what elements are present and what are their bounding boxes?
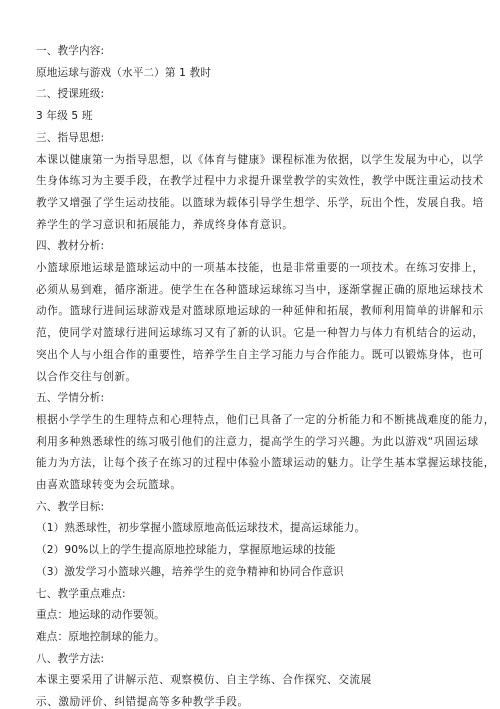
paragraph-line: 生身体练习为主要手段，在教学过程中力求提升课堂教学的实效性，教学中既注重运动技术	[36, 175, 484, 187]
paragraph-line: 必须从易到难，循序渐进。使学生在各种篮球运球练习当中，逐渐掌握正确的原地运球技术	[36, 284, 484, 296]
objective-item: （1）熟悉球性，初步掌握小篮球原地高低运球技术，提高运球能力。	[36, 522, 366, 534]
paragraph-line: 范，使同学对篮球行进间运球练习又有了新的认识。它是一种智力与体力有机结合的运动，	[36, 327, 484, 339]
paragraph-line: 根据小学学生的生理特点和心理特点，他们已具备了一定的分析能力和不断挑战难度的能力，	[36, 414, 495, 426]
paragraph-line: 以合作交往与创新。	[36, 371, 137, 383]
paragraph-line: 本课主要采用了讲解示范、观察模仿、自主学练、合作探究、交流展	[36, 674, 372, 686]
objective-item: （2）90%以上的学生提高原地控球能力，掌握原地运球的技能	[36, 544, 336, 556]
section-heading-class: 二、授课班级:	[36, 88, 105, 100]
teaching-content-text: 原地运球与游戏（水平二）第 1 教时	[36, 67, 212, 79]
paragraph-line: 利用多种熟悉球性的练习吸引他们的注意力，提高学生的学习兴趣。为此以游戏“巩固运球	[36, 436, 479, 448]
paragraph-line: 突出个人与小组合作的重要性，培养学生自主学习能力与合作能力。既可以锻炼身体，也可	[36, 349, 484, 361]
section-heading-teaching-objectives: 六、教学目标:	[36, 501, 105, 513]
paragraph-line: 教学又增强了学生运动技能。以篮球为载体引导学生想学、乐学，玩出个性，发展自我。培	[36, 197, 484, 209]
section-heading-key-difficult-points: 七、教学重点难点:	[36, 588, 126, 600]
section-heading-teaching-content: 一、教学内容:	[36, 45, 105, 57]
paragraph-line: 动作。篮球行进间运球游戏是对篮球原地运球的一种延伸和拓展，教师利用简单的讲解和示	[36, 305, 484, 317]
section-heading-learner-analysis: 五、学情分析:	[36, 392, 105, 404]
paragraph-line: 由喜欢篮球转变为会玩篮球。	[36, 479, 182, 491]
key-point-text: 重点：地运球的动作要领。	[36, 609, 165, 621]
paragraph-line: 养学生的学习意识和拓展能力，养成终身体育意识。	[36, 219, 294, 231]
class-text: 3 年级 5 班	[36, 110, 93, 122]
paragraph-line: 示、激励评价、纠错提高等多种教学手段。	[36, 696, 249, 708]
paragraph-line: 小篮球原地运球是篮球运动中的一项基本技能，也是非常重要的一项技术。在练习安排上，	[36, 262, 484, 274]
difficult-point-text: 难点：原地控制球的能力。	[36, 631, 165, 643]
objective-item: （3）激发学习小篮球兴趣，培养学生的竞争精神和协同合作意识	[36, 566, 344, 578]
paragraph-line: 本课以健康第一为指导思想，以《体育与健康》课程标准为依据，以学生发展为中心，以学	[36, 154, 484, 166]
section-heading-material-analysis: 四、教材分析:	[36, 240, 105, 252]
section-heading-teaching-methods: 八、教学方法:	[36, 653, 105, 665]
paragraph-line: 能力为方法，让每个孩子在练习的过程中体验小篮球运动的魅力。让学生基本掌握运球技能，	[36, 457, 495, 469]
section-heading-guiding-ideology: 三、指导思想:	[36, 132, 105, 144]
